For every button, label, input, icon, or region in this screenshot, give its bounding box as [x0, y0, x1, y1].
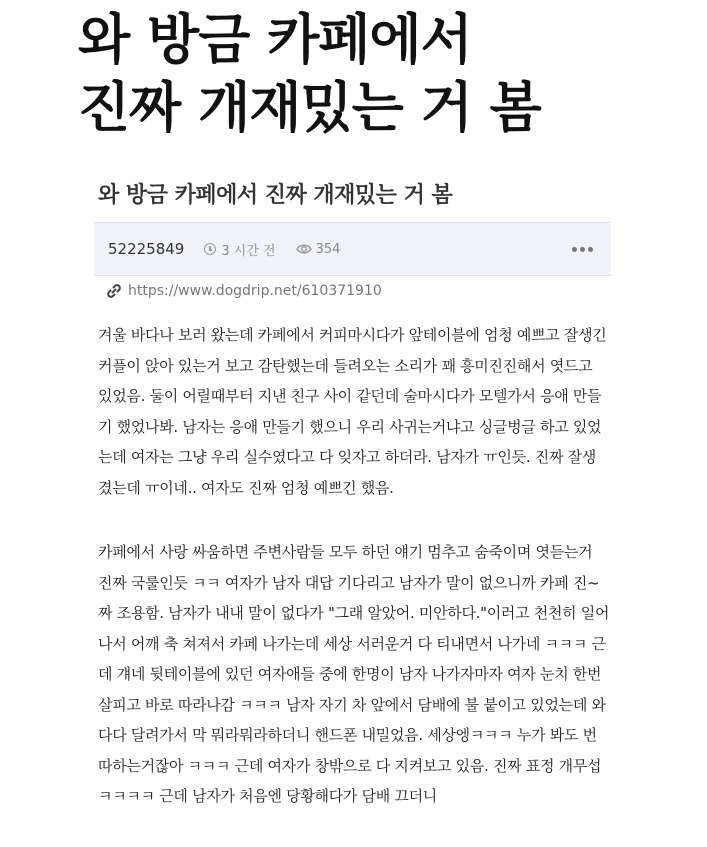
headline [78, 6, 698, 142]
view-count [296, 242, 341, 257]
headline-line-2: 진짜 개재밌는 거 봄 [78, 76, 541, 139]
post-url-link[interactable]: https://www.dogdrip.net/610371910 [128, 283, 382, 299]
link-icon [106, 283, 122, 299]
post-meta-bar [94, 222, 611, 276]
more-icon[interactable] [572, 247, 593, 252]
author-name[interactable]: 52225849 [108, 240, 185, 258]
post-body [98, 320, 610, 812]
post-title: 와 방금 카페에서 진짜 개재밌는 거 봄 [98, 183, 453, 208]
headline-line-1: 와 방금 카페에서 [78, 8, 472, 71]
clock-icon [204, 243, 216, 255]
view-count-label: 354 [315, 241, 341, 257]
eye-icon [296, 243, 312, 255]
post-time-label: 3 시간 전 [221, 243, 276, 259]
post-url-row [106, 283, 382, 299]
body-paragraph-1: 겨울 바다나 보러 왔는데 카페에서 커피마시다가 앞테이블에 엄청 예쁘고 잘생긴 커플이 앉아 있는거 보고 감탄했는데 들려오는 소리가 꽤 흥미진진해서 엿드고 있었음. 둘이 어릴때부터 지낸 친구 사이 같던데 술마시다가 모텔가서 응애 만들기 했었나봐. 남자는 응애 만들기 했으니 우리 사귀는거냐고 싱글벙글 하고 있었는데 여자는 그냥 우리 실수였다고 다 잊자고 하더라. 남자가 ㅠ인듯. 진짜 잘생겼는데 ㅠ이네.. 여자도 진짜 엄청 예쁘긴 했음. [98, 326, 607, 497]
post-time [204, 240, 275, 259]
body-paragraph-2: 카페에서 사랑 싸움하면 주변사람들 모두 하던 얘기 멈추고 숨죽이며 엿듣는거 진짜 국룰인듯 ㅋㅋ 여자가 남자 대답 기다리고 남자가 말이 없으니까 카페 진~짜 조용함. 남자가 내내 말이 없다가 "그래 알았어. 미안하다."이러고 천천히 일어나서 어깨 축 쳐져서 카페 나가는데 세상 서러운거 다 티내면서 나가네 ㅋㅋㅋ 근데 걔네 뒷테이블에 있던 여자애들 중에 한명이 남자 나가자마자 여자 눈치 한번 살피고 바로 따라나감 ㅋㅋㅋ 남자 자기 차 앞에서 담배에 불 붙이고 있었는데 와다다 달려가서 막 뭐라뭐라하더니 핸드폰 내밀었음. 세상엥ㅋㅋㅋ 누가 봐도 번따하는거잖아 ㅋㅋㅋ 근데 여자가 창밖으로 다 지켜보고 있음. 진짜 표정 개무섭ㅋㅋㅋㅋ 근데 남자가 처음엔 당황해다가 담배 끄더니 [98, 543, 610, 805]
